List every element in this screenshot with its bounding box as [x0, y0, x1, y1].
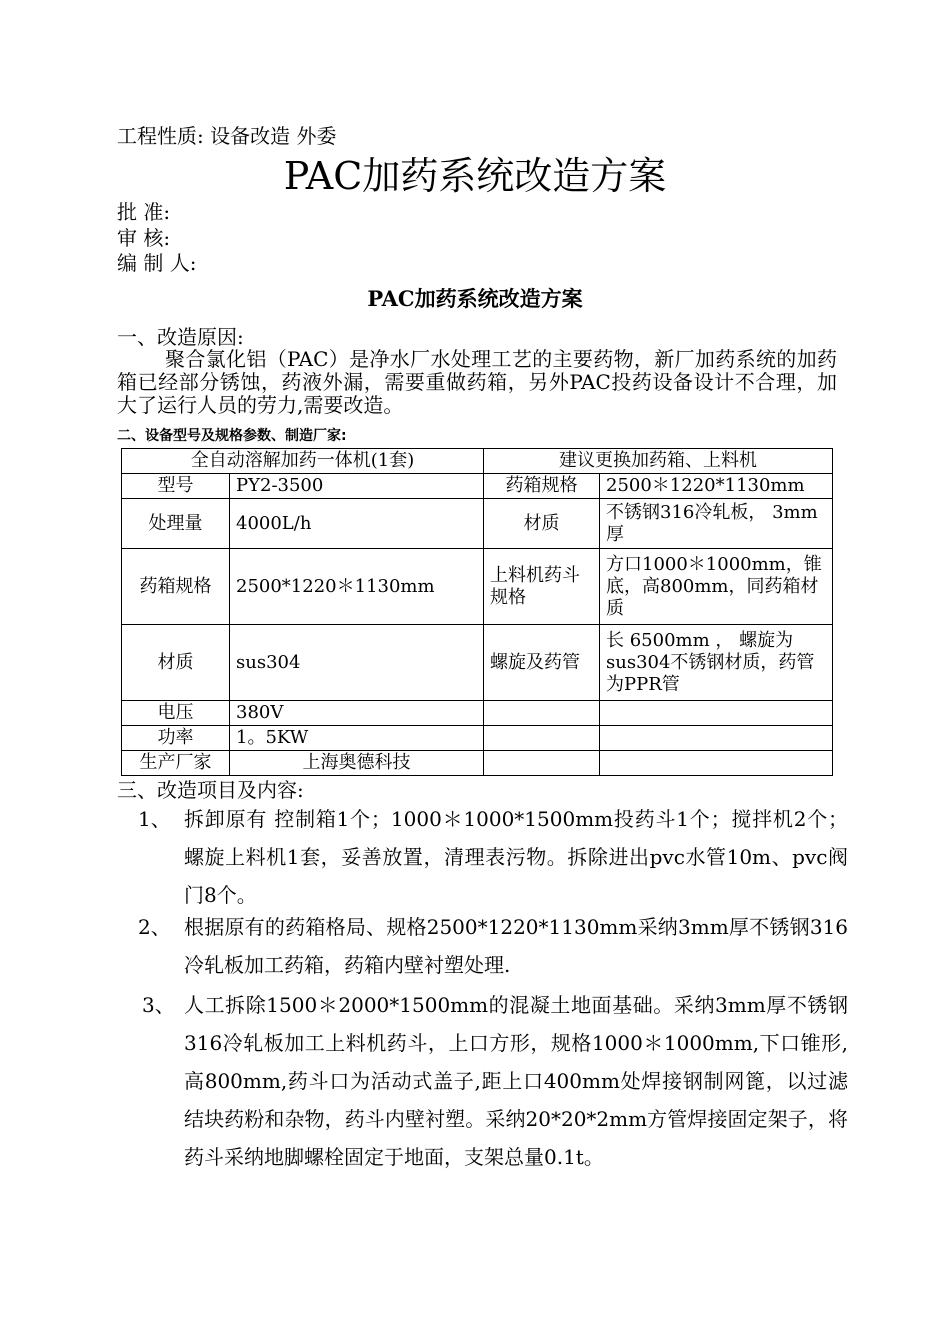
table-row — [122, 701, 833, 726]
empty-cell — [484, 701, 600, 726]
empty-cell — [600, 701, 833, 726]
table-row — [122, 449, 833, 474]
param-value: 4000L/h — [230, 499, 484, 549]
list-item — [138, 800, 858, 916]
param-value: sus304 — [230, 625, 484, 701]
right-header-cell: 建议更换加药箱、上料机 — [484, 449, 833, 474]
review-label: 审 核: — [117, 226, 171, 250]
project-nature: 工程性质: 设备改造 外委 — [117, 124, 337, 148]
param-name: 螺旋及药管 — [484, 625, 600, 701]
table-row — [122, 474, 833, 499]
left-header-cell: 全自动溶解加药一体机(1套) — [122, 449, 484, 474]
param-name: 电压 — [122, 701, 230, 726]
param-name: 药箱规格 — [122, 549, 230, 625]
item-text: 拆卸原有 控制箱1个；1000＊1000*1500mm投药斗1个；搅拌机2个；螺旋上料机1套，妥善放置，清理表污物。拆除进出pvc水管10m、pvc阀门8个。 — [184, 807, 848, 907]
param-value: 长 6500mm ， 螺旋为sus304不锈钢材质，药管为PPR管 — [600, 625, 833, 701]
param-name: 处理量 — [122, 499, 230, 549]
param-value: 2500＊1220*1130mm — [600, 474, 833, 499]
empty-cell — [600, 751, 833, 776]
param-value: 380V — [230, 701, 484, 726]
list-item — [142, 986, 862, 1216]
table-row — [122, 625, 833, 701]
param-value: 不锈钢316冷轧板， 3mm厚 — [600, 499, 833, 549]
param-value: 上海奥德科技 — [230, 751, 484, 776]
param-value: 2500*1220＊1130mm — [230, 549, 484, 625]
table-row — [122, 751, 833, 776]
param-name: 功率 — [122, 726, 230, 751]
param-name: 材质 — [122, 625, 230, 701]
empty-cell — [600, 726, 833, 751]
section1-heading: 一、改造原因: — [117, 325, 244, 349]
item-number: 3、 — [142, 993, 175, 1017]
list-item — [138, 908, 858, 988]
approve-label: 批 准: — [117, 200, 171, 224]
section1-paragraph — [117, 348, 837, 417]
section1-text: 聚合氯化铝（PAC）是净水厂水处理工艺的主要药物，新厂加药系统的加药箱已经部分锈蚀，药液外漏，需要重做药箱，另外PAC投药设备设计不合理，加大了运行人员的劳力,需要改造。 — [117, 347, 837, 417]
item-number: 2、 — [138, 915, 171, 939]
param-name: 生产厂家 — [122, 751, 230, 776]
section2-heading: 二、设备型号及规格参数、制造厂家: — [117, 428, 347, 444]
main-title: PAC加药系统改造方案 — [283, 154, 667, 198]
empty-cell — [484, 726, 600, 751]
table-row — [122, 549, 833, 625]
param-value: 方口1000＊1000mm，锥底，高800mm，同药箱材质 — [600, 549, 833, 625]
section3-heading: 三、改造项目及内容: — [117, 778, 304, 802]
table-row — [122, 726, 833, 751]
item-text: 人工拆除1500＊2000*1500mm的混凝土地面基础。采纳3mm厚不锈钢316冷轧板加工上料机药斗，上口方形，规格1000＊1000mm,下口锥形,高800mm,药斗口为活动式盖子,距上口400mm处焊接钢制网篦，以过滤结块药粉和杂物，药斗内壁衬塑。采纳20*20*2mm方管焊接固定架子，将药斗采纳地脚螺栓固定于地面，支架总量0.1t。 — [184, 993, 848, 1169]
param-name: 药箱规格 — [484, 474, 600, 499]
item-number: 1、 — [138, 807, 171, 831]
param-name: 型号 — [122, 474, 230, 499]
author-label: 编 制 人: — [117, 251, 197, 275]
param-value: PY2-3500 — [230, 474, 484, 499]
param-name: 上料机药斗规格 — [484, 549, 600, 625]
item-text: 根据原有的药箱格局、规格2500*1220*1130mm采纳3mm厚不锈钢316冷轧板加工药箱，药箱内壁衬塑处理. — [184, 915, 848, 977]
spec-table — [121, 448, 833, 776]
param-name: 材质 — [484, 499, 600, 549]
document-title: PAC加药系统改造方案 — [367, 286, 583, 311]
empty-cell — [484, 751, 600, 776]
table-row — [122, 499, 833, 549]
param-value: 1。5KW — [230, 726, 484, 751]
